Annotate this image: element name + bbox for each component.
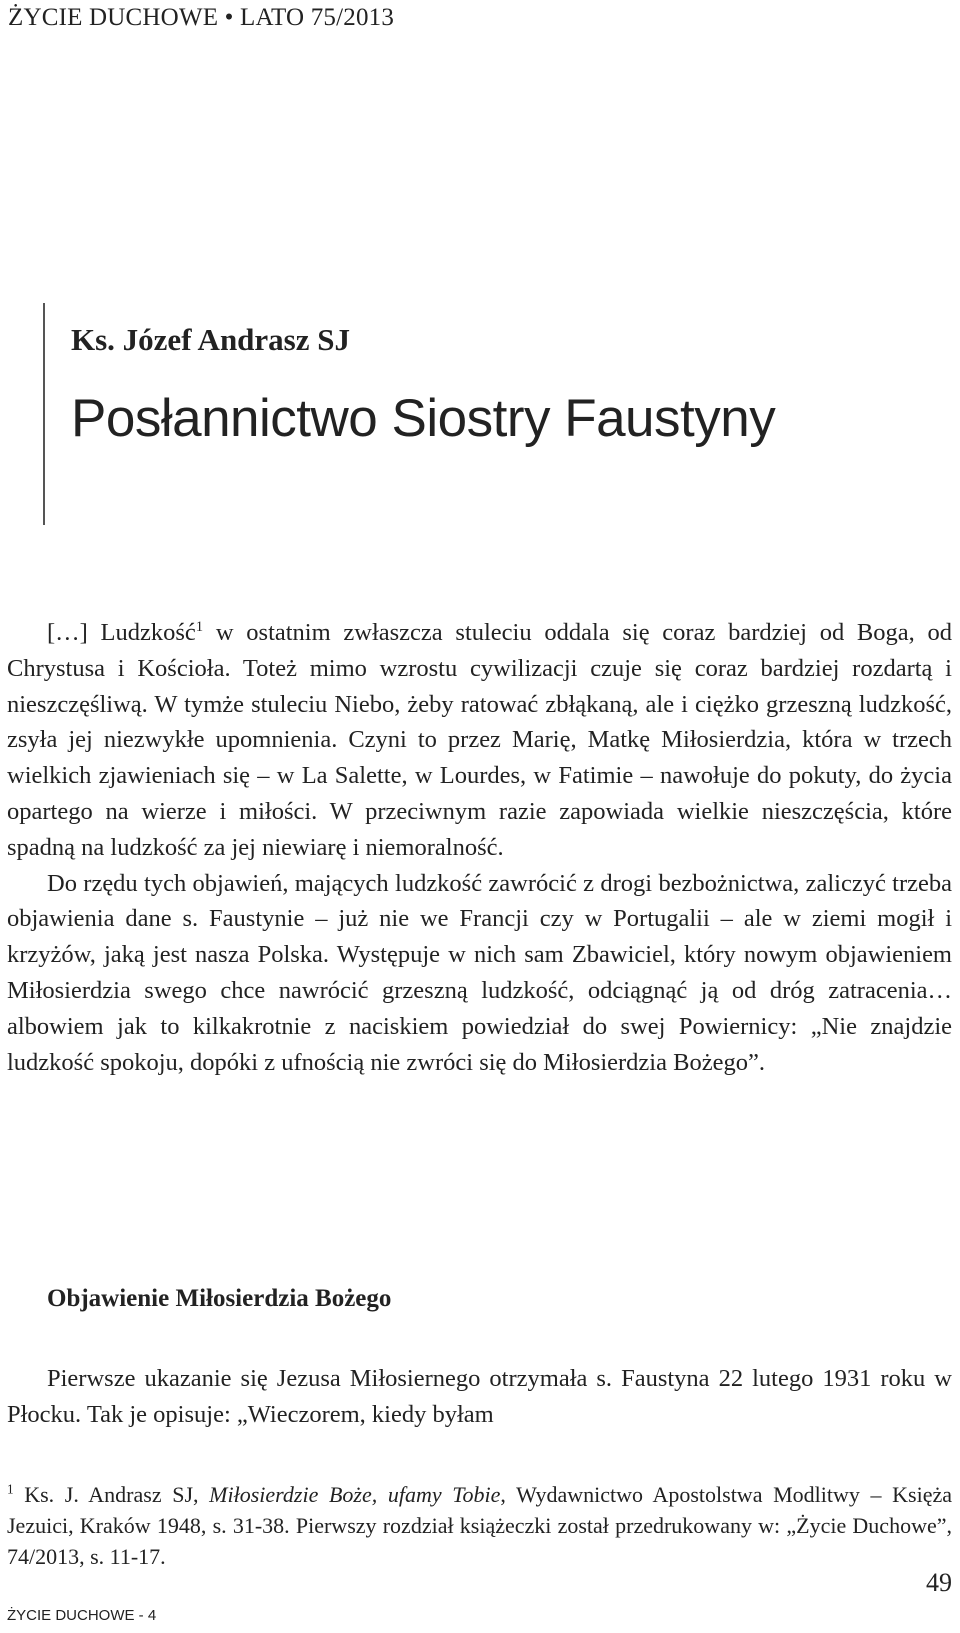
paragraph-1: [7, 615, 952, 866]
paragraph-1-start: […] Ludzkość: [47, 619, 196, 646]
footnote-number: 1: [7, 1481, 14, 1497]
article-author: Ks. Józef Andrasz SJ: [71, 322, 350, 357]
article-body: [7, 615, 952, 1080]
title-vertical-rule: [43, 303, 45, 525]
paragraph-1-rest: w ostatnim zwłaszcza stuleciu oddala się coraz bardziej od Boga, od Chrystusa i Kościoła. Toteż mimo wzrostu cywilizacji czuje się coraz bardziej rozdartą i nieszczęśliwą. W tymże stuleciu Niebo, żeby ratować zbłąkaną, ale i ciężko grzeszną ludzkość, zsyła jej niezwykłe upomnienia. Czyni to przez Marię, Matkę Miłosierdzia, która w trzech wielkich zjawieniach się – w La Salette, w Lourdes, w Fatimie – nawołuje do pokuty, do życia opartego na wierze i miłości. W przeciwnym razie zapowiada wielkie nieszczęścia, które spadną na ludzkość za jej niewiarę i niemoralność.: [7, 619, 952, 861]
section-body: [7, 1361, 952, 1433]
paragraph-2: Do rzędu tych objawień, mających ludzkość zawrócić z drogi bezbożnictwa, zaliczyć trzeba objawienia dane s. Faustynie – już nie we Francji czy w Portugalii – ale w ziemi mogił i krzyżów, jaką jest nasza Polska. Występuje w nich sam Zbawiciel, który nowym objawieniem Miłosierdzia swego chce nawrócić grzeszną ludzkość, odciągnąć ją od dróg zatracenia… albowiem jak to kilkakrotnie z naciskiem powiedział do swej Powiernicy: „Nie znajdzie ludzkość spokoju, dopóki z ufnością nie zwróci się do Miłosierdzia Bożego”.: [7, 869, 952, 1076]
section-paragraph: Pierwsze ukazanie się Jezusa Miłosiernego otrzymała s. Faustyna 22 lutego 1931 roku w Płocku. Tak je opisuje: „Wieczorem, kiedy byłam: [7, 1365, 952, 1428]
section-heading: Objawienie Miłosierdzia Bożego: [47, 1285, 392, 1312]
footnote-book-title: Miłosierdzie Boże, ufamy Tobie: [209, 1482, 501, 1507]
footnote: [7, 1479, 952, 1572]
page-number: 49: [926, 1568, 952, 1597]
article-title: Posłannictwo Siostry Faustyny: [71, 389, 776, 448]
running-head: ŻYCIE DUCHOWE • LATO 75/2013: [8, 4, 395, 31]
footnote-text-after: , Wydawnictwo Apostolstwa Modlitwy – Księża Jezuici, Kraków 1948, s. 31-38. Pierwszy rozdział książeczki został przedrukowany w: „Życie Duchowe”, 74/2013, s. 11-17.: [7, 1482, 952, 1569]
footnote-text-before: Ks. J. Andrasz SJ,: [13, 1482, 210, 1507]
footnote-reference: 1: [195, 618, 204, 635]
footer-label: ŻYCIE DUCHOWE - 4: [7, 1607, 157, 1624]
